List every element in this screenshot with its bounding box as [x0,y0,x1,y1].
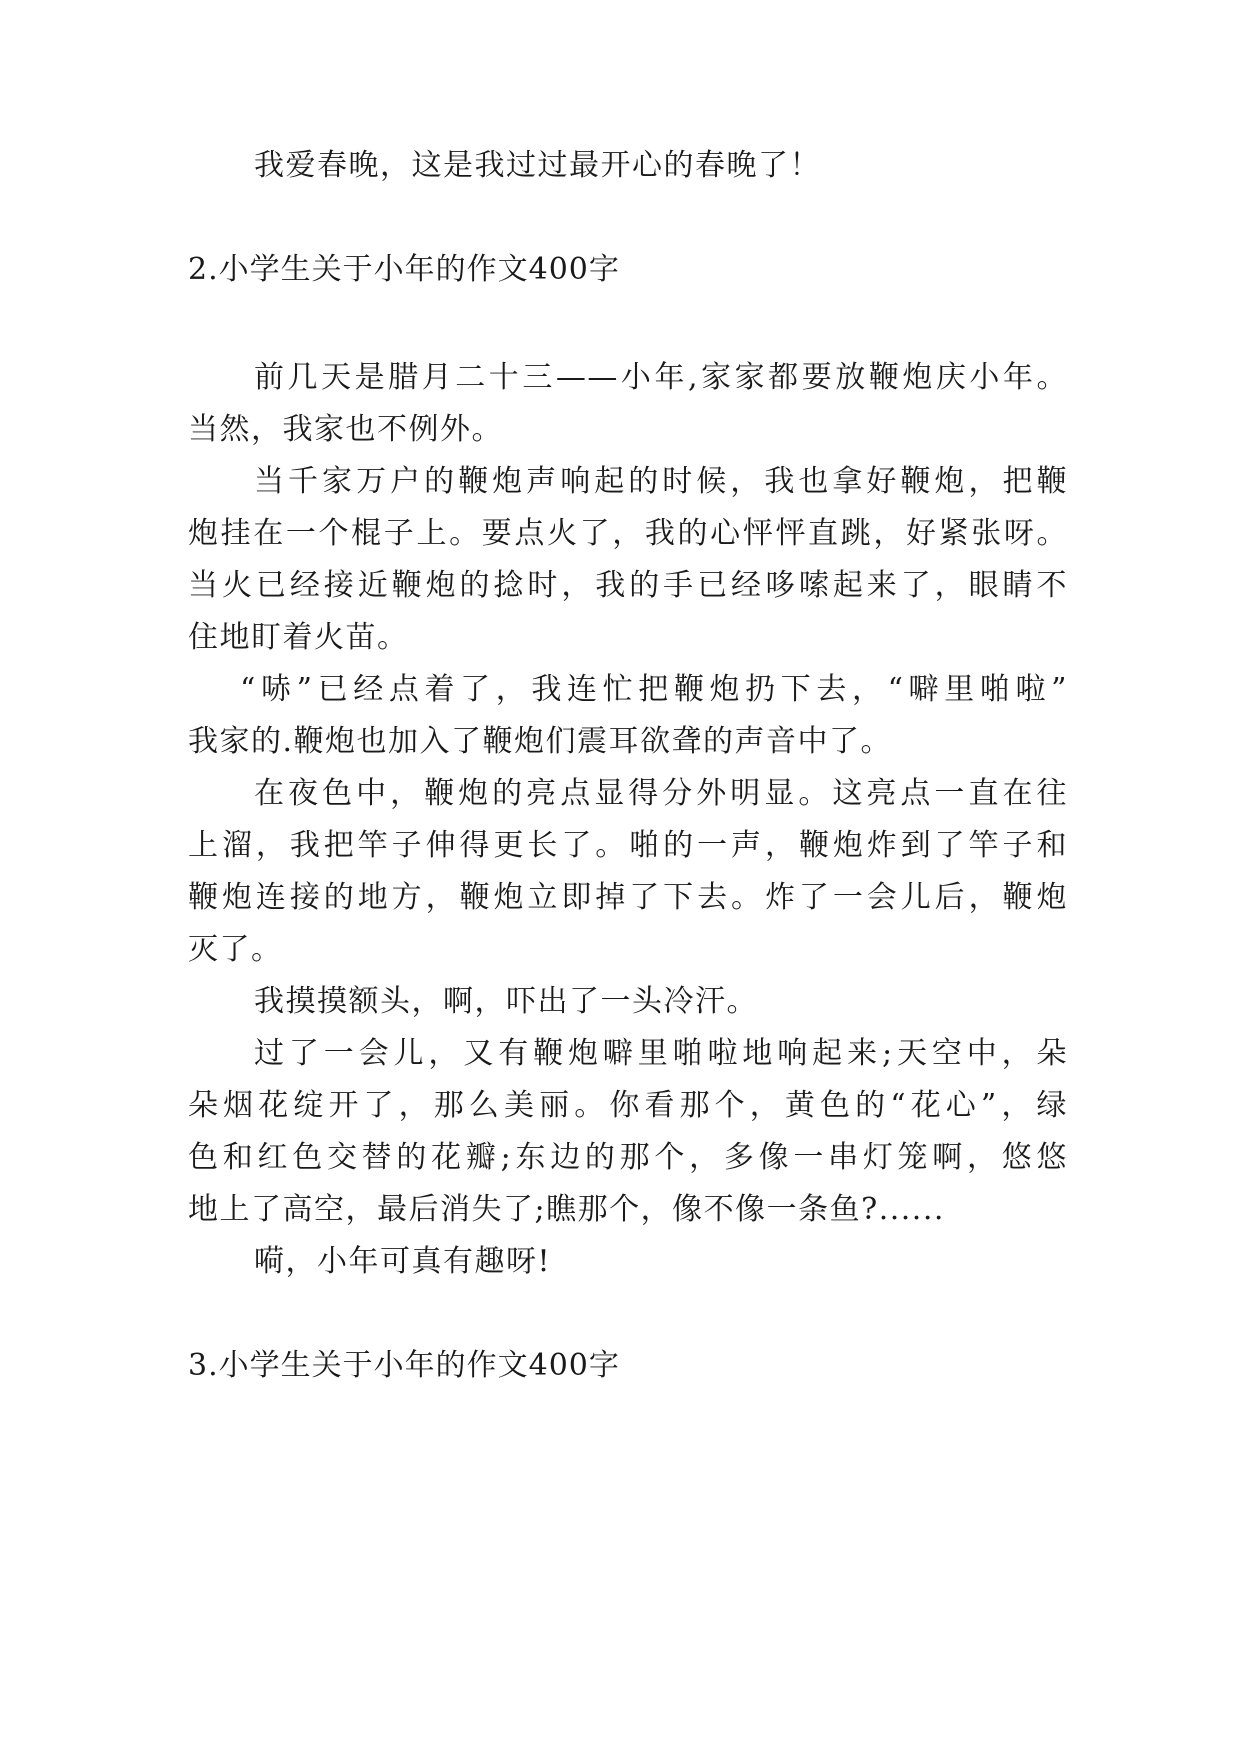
paragraph-line: 鞭炮连接的地方，鞭炮立即掉了下去。炸了一会儿后，鞭炮 [188,880,1068,915]
paragraph-line: “哧”已经点着了，我连忙把鞭炮扔下去，“噼里啪啦” [240,672,1068,707]
section-heading-2: 2.小学生关于小年的作文400字 [188,252,620,287]
paragraph-line: 当然，我家也不例外。 [188,412,503,447]
paragraph-line: 我摸摸额头，啊，吓出了一头冷汗。 [254,984,758,1019]
paragraph-line: 嗬，小年可真有趣呀! [254,1244,552,1279]
closing-line: 我爱春晚，这是我过过最开心的春晚了！ [254,148,821,183]
paragraph-line: 我家的.鞭炮也加入了鞭炮们震耳欲聋的声音中了。 [188,724,893,759]
paragraph-line: 色和红色交替的花瓣;东边的那个，多像一串灯笼啊，悠悠 [188,1140,1068,1175]
paragraph-line: 当千家万户的鞭炮声响起的时候，我也拿好鞭炮，把鞭 [254,464,1068,499]
paragraph-line: 朵烟花绽开了，那么美丽。你看那个，黄色的“花心”，绿 [188,1088,1068,1123]
paragraph-line: 前几天是腊月二十三——小年,家家都要放鞭炮庆小年。 [254,360,1068,395]
section-heading-3: 3.小学生关于小年的作文400字 [188,1348,620,1383]
paragraph-line: 灭了。 [188,932,283,967]
paragraph-line: 上溜，我把竿子伸得更长了。啪的一声，鞭炮炸到了竿子和 [188,828,1068,863]
paragraph-line: 在夜色中，鞭炮的亮点显得分外明显。这亮点一直在往 [254,776,1068,811]
paragraph-line: 炮挂在一个棍子上。要点火了，我的心怦怦直跳，好紧张呀。 [188,516,1068,551]
paragraph-line: 当火已经接近鞭炮的捻时，我的手已经哆嗦起来了，眼睛不 [188,568,1068,603]
paragraph-line: 地上了高空，最后消失了;瞧那个，像不像一条鱼?...... [188,1192,945,1227]
paragraph-line: 住地盯着火苗。 [188,620,409,655]
paragraph-line: 过了一会儿，又有鞭炮噼里啪啦地响起来;天空中，朵 [254,1036,1068,1071]
